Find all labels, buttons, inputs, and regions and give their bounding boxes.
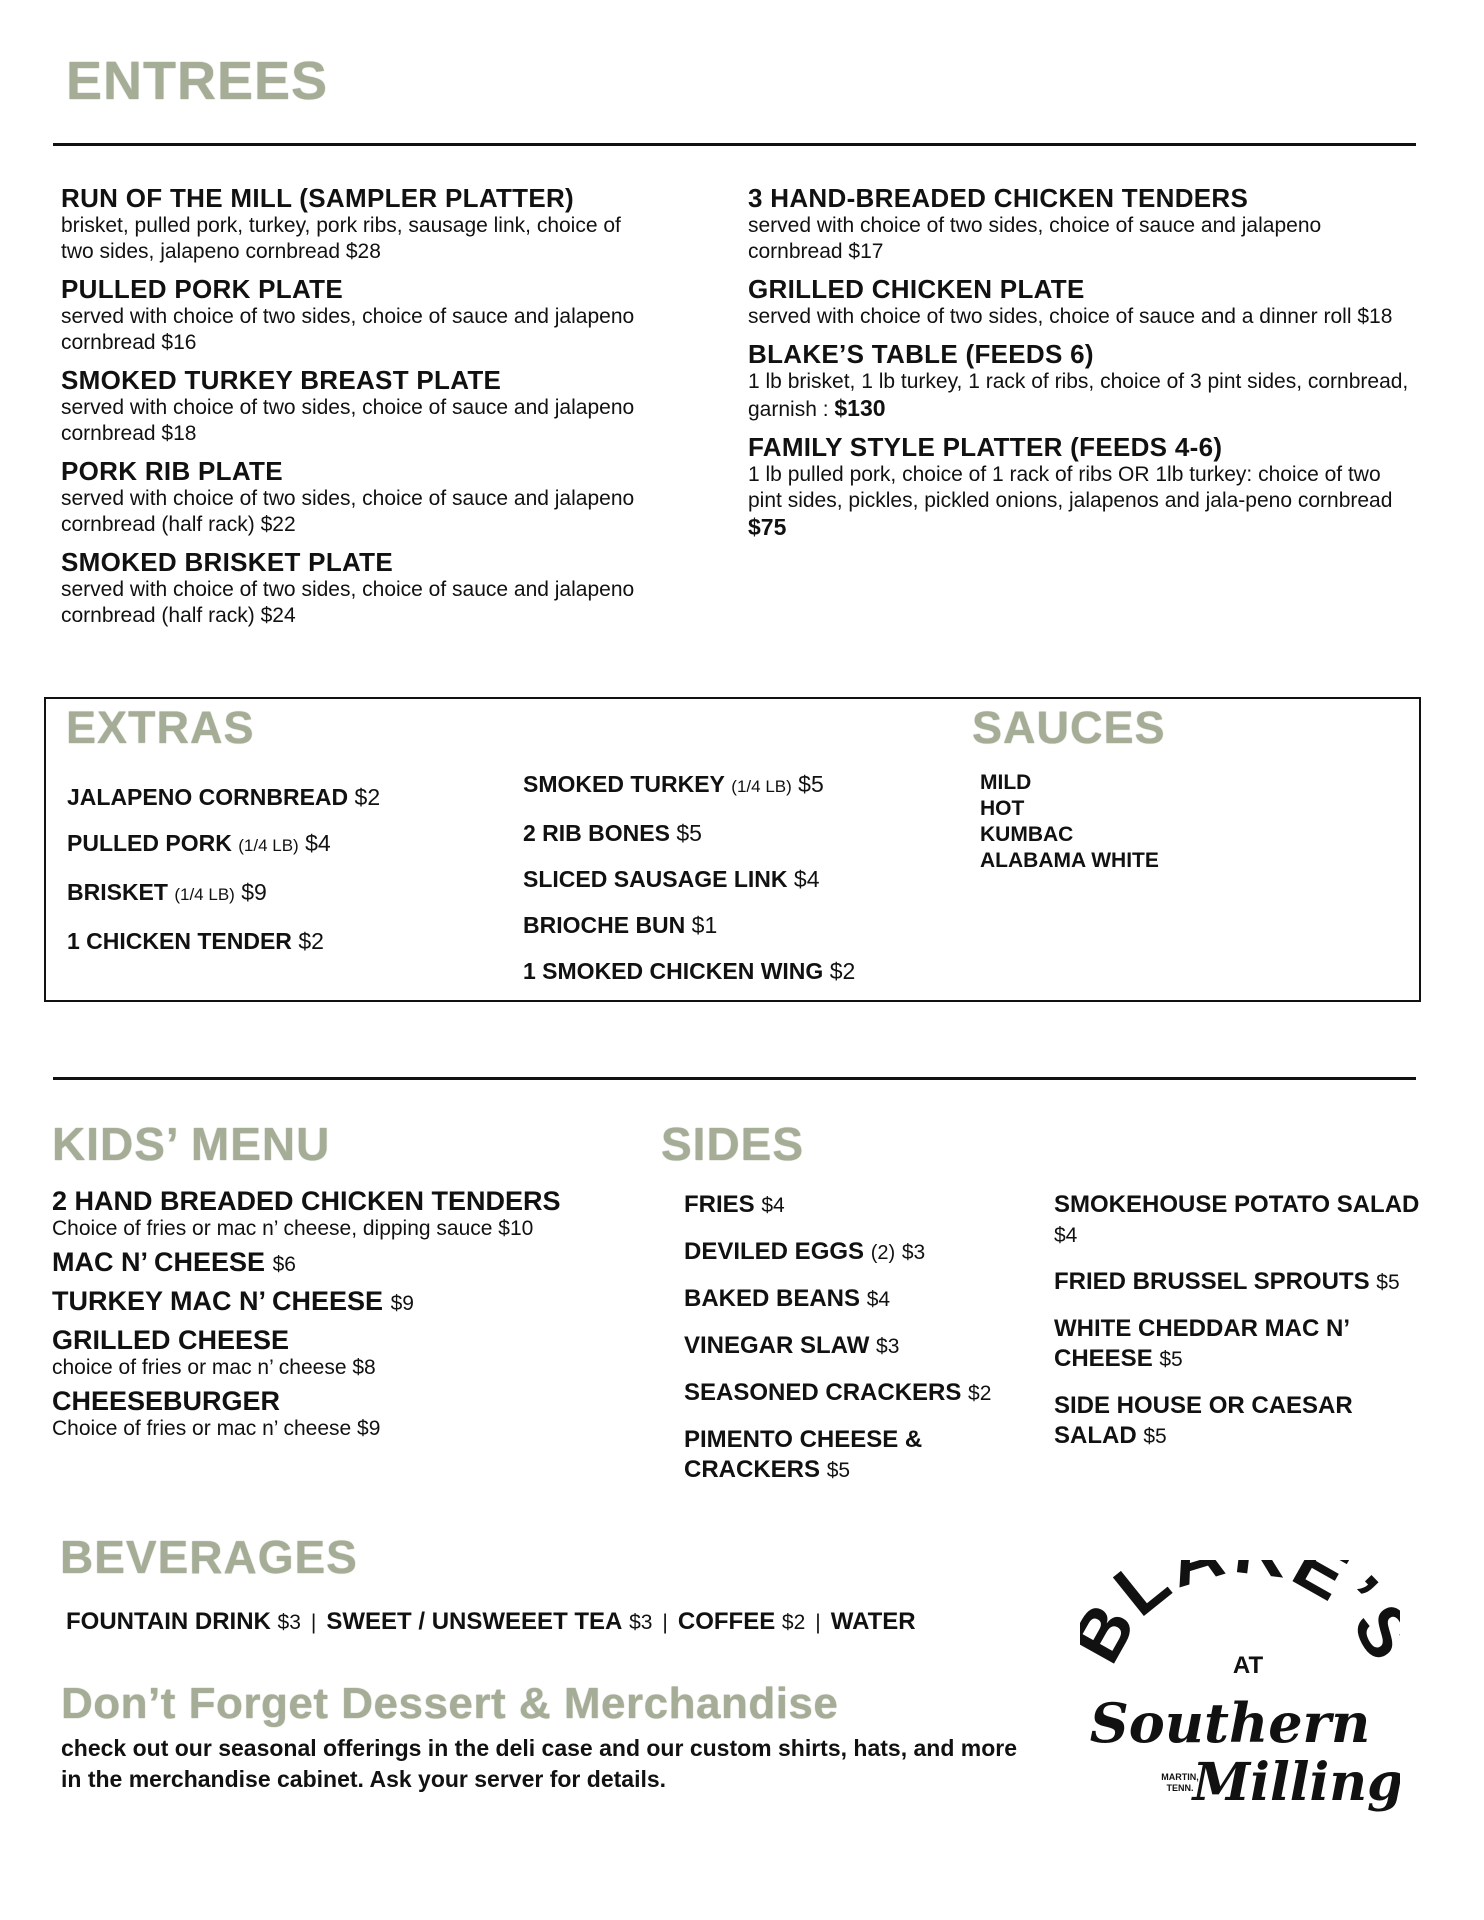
beverage-price: $3 xyxy=(629,1611,653,1634)
extra-item xyxy=(523,865,963,893)
side-item xyxy=(684,1378,1029,1409)
side-price: $4 xyxy=(761,1194,785,1217)
logo-at-text: AT xyxy=(1232,1652,1264,1679)
extras-column-2 xyxy=(523,770,963,1003)
side-item xyxy=(684,1284,1029,1315)
side-item xyxy=(1054,1391,1434,1452)
beverages-heading: BEVERAGES xyxy=(60,1531,358,1583)
entree-item xyxy=(748,275,1418,330)
entree-description xyxy=(61,395,651,447)
kids-item-name xyxy=(52,1186,652,1216)
side-item xyxy=(684,1190,1029,1221)
side-name: FRIES xyxy=(684,1191,755,1218)
extra-name: SMOKED TURKEY xyxy=(523,771,725,797)
dessert-text: check out our seasonal offerings in the deli case and our custom shirts, hats, and more in the merchandise cabinet. Ask your server for details. xyxy=(61,1735,1018,1792)
sauces-list xyxy=(980,770,1280,874)
sauce-item: MILD xyxy=(980,771,1032,794)
side-price: $2 xyxy=(968,1382,992,1405)
extra-price: $1 xyxy=(691,912,718,938)
extra-price: $4 xyxy=(793,866,820,892)
dessert-title: Don’t Forget Dessert & Merchandise xyxy=(61,1679,839,1728)
extra-price: $2 xyxy=(298,928,324,954)
side-item xyxy=(684,1237,1029,1268)
beverages-list xyxy=(66,1607,916,1638)
sauce-item: ALABAMA WHITE xyxy=(980,849,1159,872)
entrees-left-column xyxy=(61,184,651,639)
entree-name: RUN OF THE MILL (SAMPLER PLATTER) xyxy=(61,183,575,213)
entree-name: PULLED PORK PLATE xyxy=(61,274,343,304)
kids-item-description: Choice of fries or mac n’ cheese $9 xyxy=(52,1417,381,1440)
kids-item-description: Choice of fries or mac n’ cheese, dipping sauce $10 xyxy=(52,1217,534,1240)
kids-item-title: 2 HAND BREADED CHICKEN TENDERS xyxy=(52,1186,561,1216)
side-qty: (2) xyxy=(870,1242,896,1264)
extras-heading: EXTRAS xyxy=(66,702,255,753)
extra-item xyxy=(523,819,963,847)
beverage-price: $2 xyxy=(781,1611,806,1634)
side-name: PIMENTO CHEESE & CRACKERS xyxy=(684,1426,923,1483)
extra-price: $4 xyxy=(305,830,331,856)
entrees-heading: ENTREES xyxy=(66,51,329,111)
extra-item xyxy=(523,957,963,985)
extra-item xyxy=(67,829,487,860)
kids-item-title: TURKEY MAC N’ CHEESE xyxy=(52,1286,384,1316)
side-price: $4 xyxy=(1054,1224,1078,1247)
entree-price: $22 xyxy=(260,513,296,536)
sides-column-2 xyxy=(1054,1190,1434,1468)
extra-qty: (1/4 LB) xyxy=(731,777,792,796)
side-name: FRIED BRUSSEL SPROUTS xyxy=(1054,1268,1370,1295)
entree-name: PORK RIB PLATE xyxy=(61,456,283,486)
entree-desc-text: brisket, pulled pork, turkey, pork ribs, sausage link, choice of two sides, jalapeno cornbread xyxy=(61,214,621,263)
extra-item xyxy=(67,783,487,811)
entree-price: $24 xyxy=(260,604,296,627)
logo-location-1: MARTIN, xyxy=(1161,1772,1199,1782)
side-name: SEASONED CRACKERS xyxy=(684,1379,962,1406)
entree-item xyxy=(61,457,651,538)
extra-name: 1 SMOKED CHICKEN WING xyxy=(523,958,824,984)
logo-script-southern: Southern xyxy=(1089,1691,1371,1755)
entree-desc-text: 1 lb pulled pork, choice of 1 rack of ribs OR 1lb turkey: choice of two pint sides, pickles, pickled onions, jalapenos and jala-peno cornbread xyxy=(748,463,1393,512)
kids-item xyxy=(52,1286,652,1319)
extra-price: $2 xyxy=(354,784,381,810)
blakes-logo-graphic xyxy=(1080,1560,1400,1830)
entree-price: $28 xyxy=(345,240,381,263)
kids-item-price: $6 xyxy=(272,1253,296,1276)
side-price: $3 xyxy=(901,1241,926,1264)
entree-name: GRILLED CHICKEN PLATE xyxy=(748,274,1085,304)
side-price: $3 xyxy=(876,1335,900,1358)
sauces-heading: SAUCES xyxy=(972,702,1166,753)
kids-rule xyxy=(53,1077,1416,1080)
extra-price: $9 xyxy=(241,879,267,905)
kids-item xyxy=(52,1386,652,1441)
entree-item xyxy=(61,275,651,356)
blakes-logo xyxy=(1080,1560,1400,1830)
extras-column-1 xyxy=(67,783,487,973)
kids-list xyxy=(52,1186,652,1447)
extra-name: 2 RIB BONES xyxy=(523,820,670,846)
entree-price: $130 xyxy=(834,395,886,421)
extra-name: PULLED PORK xyxy=(67,830,232,856)
side-name: VINEGAR SLAW xyxy=(684,1332,870,1359)
entree-price: $16 xyxy=(161,331,197,354)
entrees-rule xyxy=(53,143,1416,146)
entree-item xyxy=(61,548,651,629)
beverage-separator: | xyxy=(310,1611,317,1634)
logo-script-milling: Milling xyxy=(1192,1752,1400,1813)
entree-item xyxy=(748,433,1418,542)
entree-name: FAMILY STYLE PLATTER (FEEDS 4-6) xyxy=(748,432,1223,462)
extra-price: $5 xyxy=(798,771,824,797)
kids-item xyxy=(52,1186,652,1241)
entree-desc-text: served with choice of two sides, choice of sauce and jalapeno cornbread xyxy=(748,214,1322,263)
kids-item xyxy=(52,1325,652,1380)
side-item xyxy=(1054,1314,1434,1375)
extra-qty: (1/4 LB) xyxy=(174,885,235,904)
entree-desc-text: served with choice of two sides, choice of sauce and a dinner roll xyxy=(748,305,1352,328)
side-name: SMOKEHOUSE POTATO SALAD xyxy=(1054,1191,1420,1218)
kids-item-title: CHEESEBURGER xyxy=(52,1386,281,1416)
entree-item xyxy=(61,184,651,265)
entree-description xyxy=(748,369,1418,423)
beverage-name: FOUNTAIN DRINK xyxy=(66,1608,271,1635)
side-price: $5 xyxy=(826,1459,851,1482)
kids-item-name xyxy=(52,1247,652,1280)
entree-description xyxy=(748,462,1418,542)
beverage-name: WATER xyxy=(830,1608,916,1635)
entree-item xyxy=(748,184,1418,265)
sides-column-1 xyxy=(684,1190,1029,1502)
kids-item-title: GRILLED CHEESE xyxy=(52,1325,290,1355)
kids-item-description: choice of fries or mac n’ cheese $8 xyxy=(52,1356,376,1379)
extra-item xyxy=(523,770,963,801)
extra-item xyxy=(67,878,487,909)
side-item xyxy=(1054,1190,1434,1251)
sauce-item: HOT xyxy=(980,797,1025,820)
side-item xyxy=(684,1331,1029,1362)
beverage-price: $3 xyxy=(277,1611,301,1634)
extra-name: BRISKET xyxy=(67,879,168,905)
entree-desc-text: served with choice of two sides, choice of sauce and jalapeno cornbread xyxy=(61,305,635,354)
extra-name: JALAPENO CORNBREAD xyxy=(67,784,349,810)
kids-item-name xyxy=(52,1286,652,1319)
extra-item xyxy=(67,927,487,955)
entree-description xyxy=(61,213,651,265)
extra-name: BRIOCHE BUN xyxy=(523,912,686,938)
entree-name: 3 HAND-BREADED CHICKEN TENDERS xyxy=(748,183,1249,213)
kids-item-title: MAC N’ CHEESE xyxy=(52,1247,266,1277)
entree-item xyxy=(61,366,651,447)
side-price: $4 xyxy=(866,1288,891,1311)
entrees-right-column xyxy=(748,184,1418,552)
entree-description xyxy=(61,486,651,538)
extra-price: $2 xyxy=(829,958,856,984)
entree-price: $75 xyxy=(748,514,787,540)
entree-description xyxy=(61,577,651,629)
entree-price: $18 xyxy=(1357,305,1393,328)
side-name: BAKED BEANS xyxy=(684,1285,861,1312)
sides-heading: SIDES xyxy=(661,1118,805,1170)
extra-name: 1 CHICKEN TENDER xyxy=(67,928,292,954)
entree-price: $18 xyxy=(161,422,197,445)
entree-name: SMOKED TURKEY BREAST PLATE xyxy=(61,365,502,395)
side-item xyxy=(684,1425,1029,1486)
entree-price: $17 xyxy=(848,240,884,263)
entree-description xyxy=(61,304,651,356)
side-price: $5 xyxy=(1143,1425,1167,1448)
side-price: $5 xyxy=(1159,1348,1183,1371)
extra-price: $5 xyxy=(676,820,702,846)
beverage-name: COFFEE xyxy=(677,1608,776,1635)
extra-item xyxy=(523,911,963,939)
kids-item-name xyxy=(52,1325,652,1355)
beverage-separator: | xyxy=(662,1611,668,1634)
kids-item-price: $9 xyxy=(390,1292,414,1315)
entree-desc-text: served with choice of two sides, choice of sauce and jalapeno cornbread (half rack) xyxy=(61,578,635,627)
entree-description xyxy=(748,213,1418,265)
entree-desc-text: served with choice of two sides, choice of sauce and jalapeno cornbread xyxy=(61,396,635,445)
kids-heading: KIDS’ MENU xyxy=(52,1118,331,1170)
entree-desc-text: 1 lb brisket, 1 lb turkey, 1 rack of ribs, choice of 3 pint sides, cornbread, garnish : xyxy=(748,370,1409,421)
entree-name: BLAKE’S TABLE (FEEDS 6) xyxy=(748,339,1094,369)
entree-name: SMOKED BRISKET PLATE xyxy=(61,547,393,577)
kids-item-name xyxy=(52,1386,652,1416)
entree-desc-text: served with choice of two sides, choice of sauce and jalapeno cornbread (half rack) xyxy=(61,487,635,536)
side-name: WHITE CHEDDAR MAC N’ CHEESE xyxy=(1054,1315,1349,1372)
extra-qty: (1/4 LB) xyxy=(238,836,299,855)
sauce-item: KUMBAC xyxy=(980,823,1074,846)
kids-item xyxy=(52,1247,652,1280)
side-name: DEVILED EGGS xyxy=(684,1238,865,1265)
side-price: $5 xyxy=(1376,1271,1400,1294)
beverage-separator: | xyxy=(815,1611,821,1634)
beverage-name: SWEET / UNSWEEET TEA xyxy=(326,1608,623,1635)
logo-location-2: TENN. xyxy=(1166,1783,1194,1793)
entree-description xyxy=(748,304,1418,330)
side-name: SIDE HOUSE OR CAESAR SALAD xyxy=(1054,1392,1353,1449)
side-item xyxy=(1054,1267,1434,1298)
extra-name: SLICED SAUSAGE LINK xyxy=(523,866,788,892)
logo-top-text: L E’ xyxy=(1100,1560,1396,1635)
entree-item xyxy=(748,340,1418,423)
